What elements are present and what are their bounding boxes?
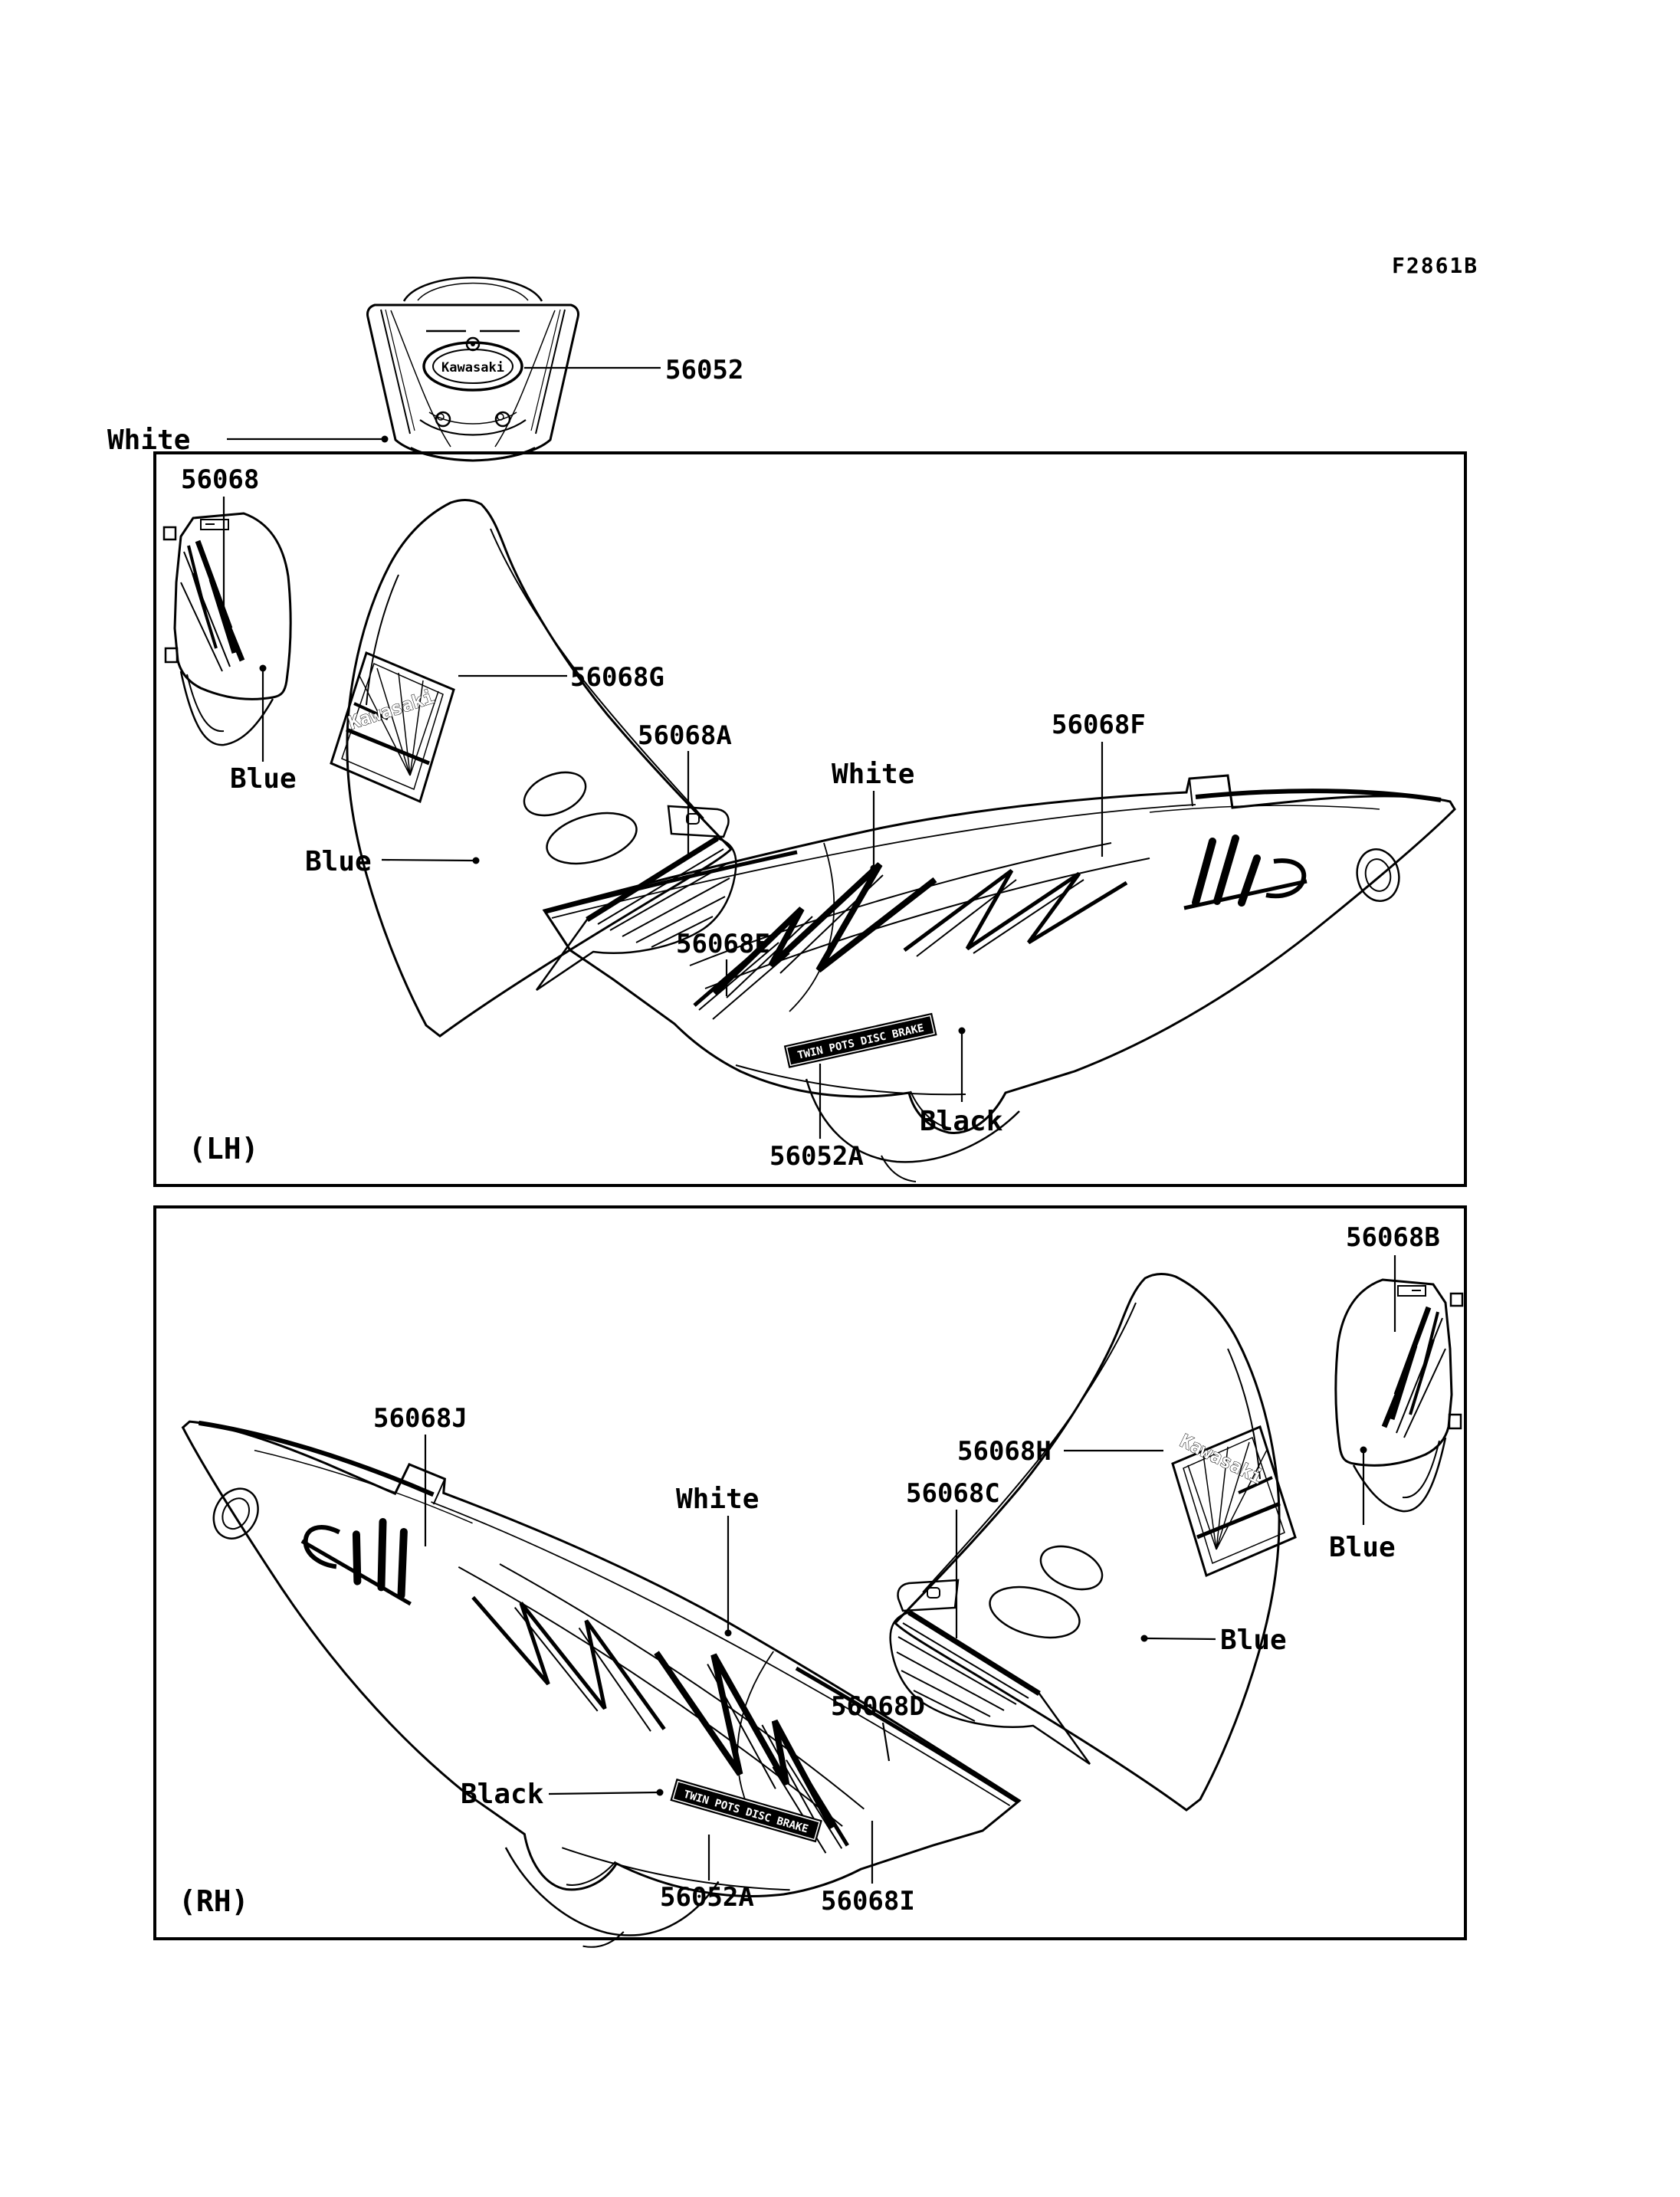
rh-parts-drawing — [70, 1274, 1462, 2059]
lh-callout-fender-color: Blue — [230, 763, 297, 795]
rh-callout-cowl-color: Blue — [1220, 1625, 1287, 1656]
lh-callout-brake: 56052A — [769, 1141, 864, 1172]
figure-code: F2861B — [1392, 253, 1479, 278]
lh-panel-box — [155, 453, 1465, 1185]
lh-caption: (LH) — [189, 1132, 259, 1166]
rh-callout-lower-color: Black — [461, 1779, 544, 1810]
lh-band-text: Kawasaki — [346, 686, 437, 734]
rh-caption: (RH) — [179, 1884, 249, 1918]
lh-callout-front-stripe: 56068E — [676, 929, 770, 959]
emblem-text: Kawasaki — [441, 360, 504, 375]
lh-callout-tail-color: White — [832, 759, 915, 790]
callout-white-top: White — [107, 425, 191, 456]
rh-leader-lines — [425, 1255, 1395, 1884]
lh-callout-lower-color: Black — [920, 1106, 1003, 1137]
lh-brake-strip — [784, 1013, 937, 1068]
rh-callout-stripe: 56068C — [906, 1478, 1000, 1509]
rh-band-text: Kawasaki — [1176, 1430, 1266, 1489]
rh-brake-text: TWIN POTS DISC BRAKE — [681, 1788, 810, 1836]
callout-56052: 56052 — [665, 355, 744, 385]
rh-callout-side-stripe: 56068D — [831, 1691, 925, 1722]
rh-callout-tail-color: White — [676, 1484, 760, 1515]
lh-callout-stripe: 56068A — [638, 720, 732, 751]
rh-callout-tail-decal: 56068J — [373, 1403, 468, 1434]
lh-callout-tail-stripe: 56068F — [1052, 710, 1146, 740]
lh-callout-cowl-color: Blue — [305, 846, 372, 877]
front-cowl-drawing — [367, 277, 578, 461]
lh-callout-band: 56068G — [570, 662, 664, 693]
lh-parts-drawing — [164, 500, 1455, 1182]
lh-callout-fender: 56068 — [181, 464, 260, 495]
rh-callout-fender-color: Blue — [1329, 1532, 1396, 1563]
lh-leader-lines — [224, 497, 1102, 1139]
rh-callout-band: 56068H — [957, 1436, 1052, 1467]
lh-brake-text: TWIN POTS DISC BRAKE — [796, 1021, 926, 1062]
rh-callout-bottom-stripe: 56068I — [821, 1886, 915, 1917]
rh-callout-brake: 56052A — [660, 1882, 754, 1913]
rh-callout-fender: 56068B — [1346, 1222, 1440, 1253]
